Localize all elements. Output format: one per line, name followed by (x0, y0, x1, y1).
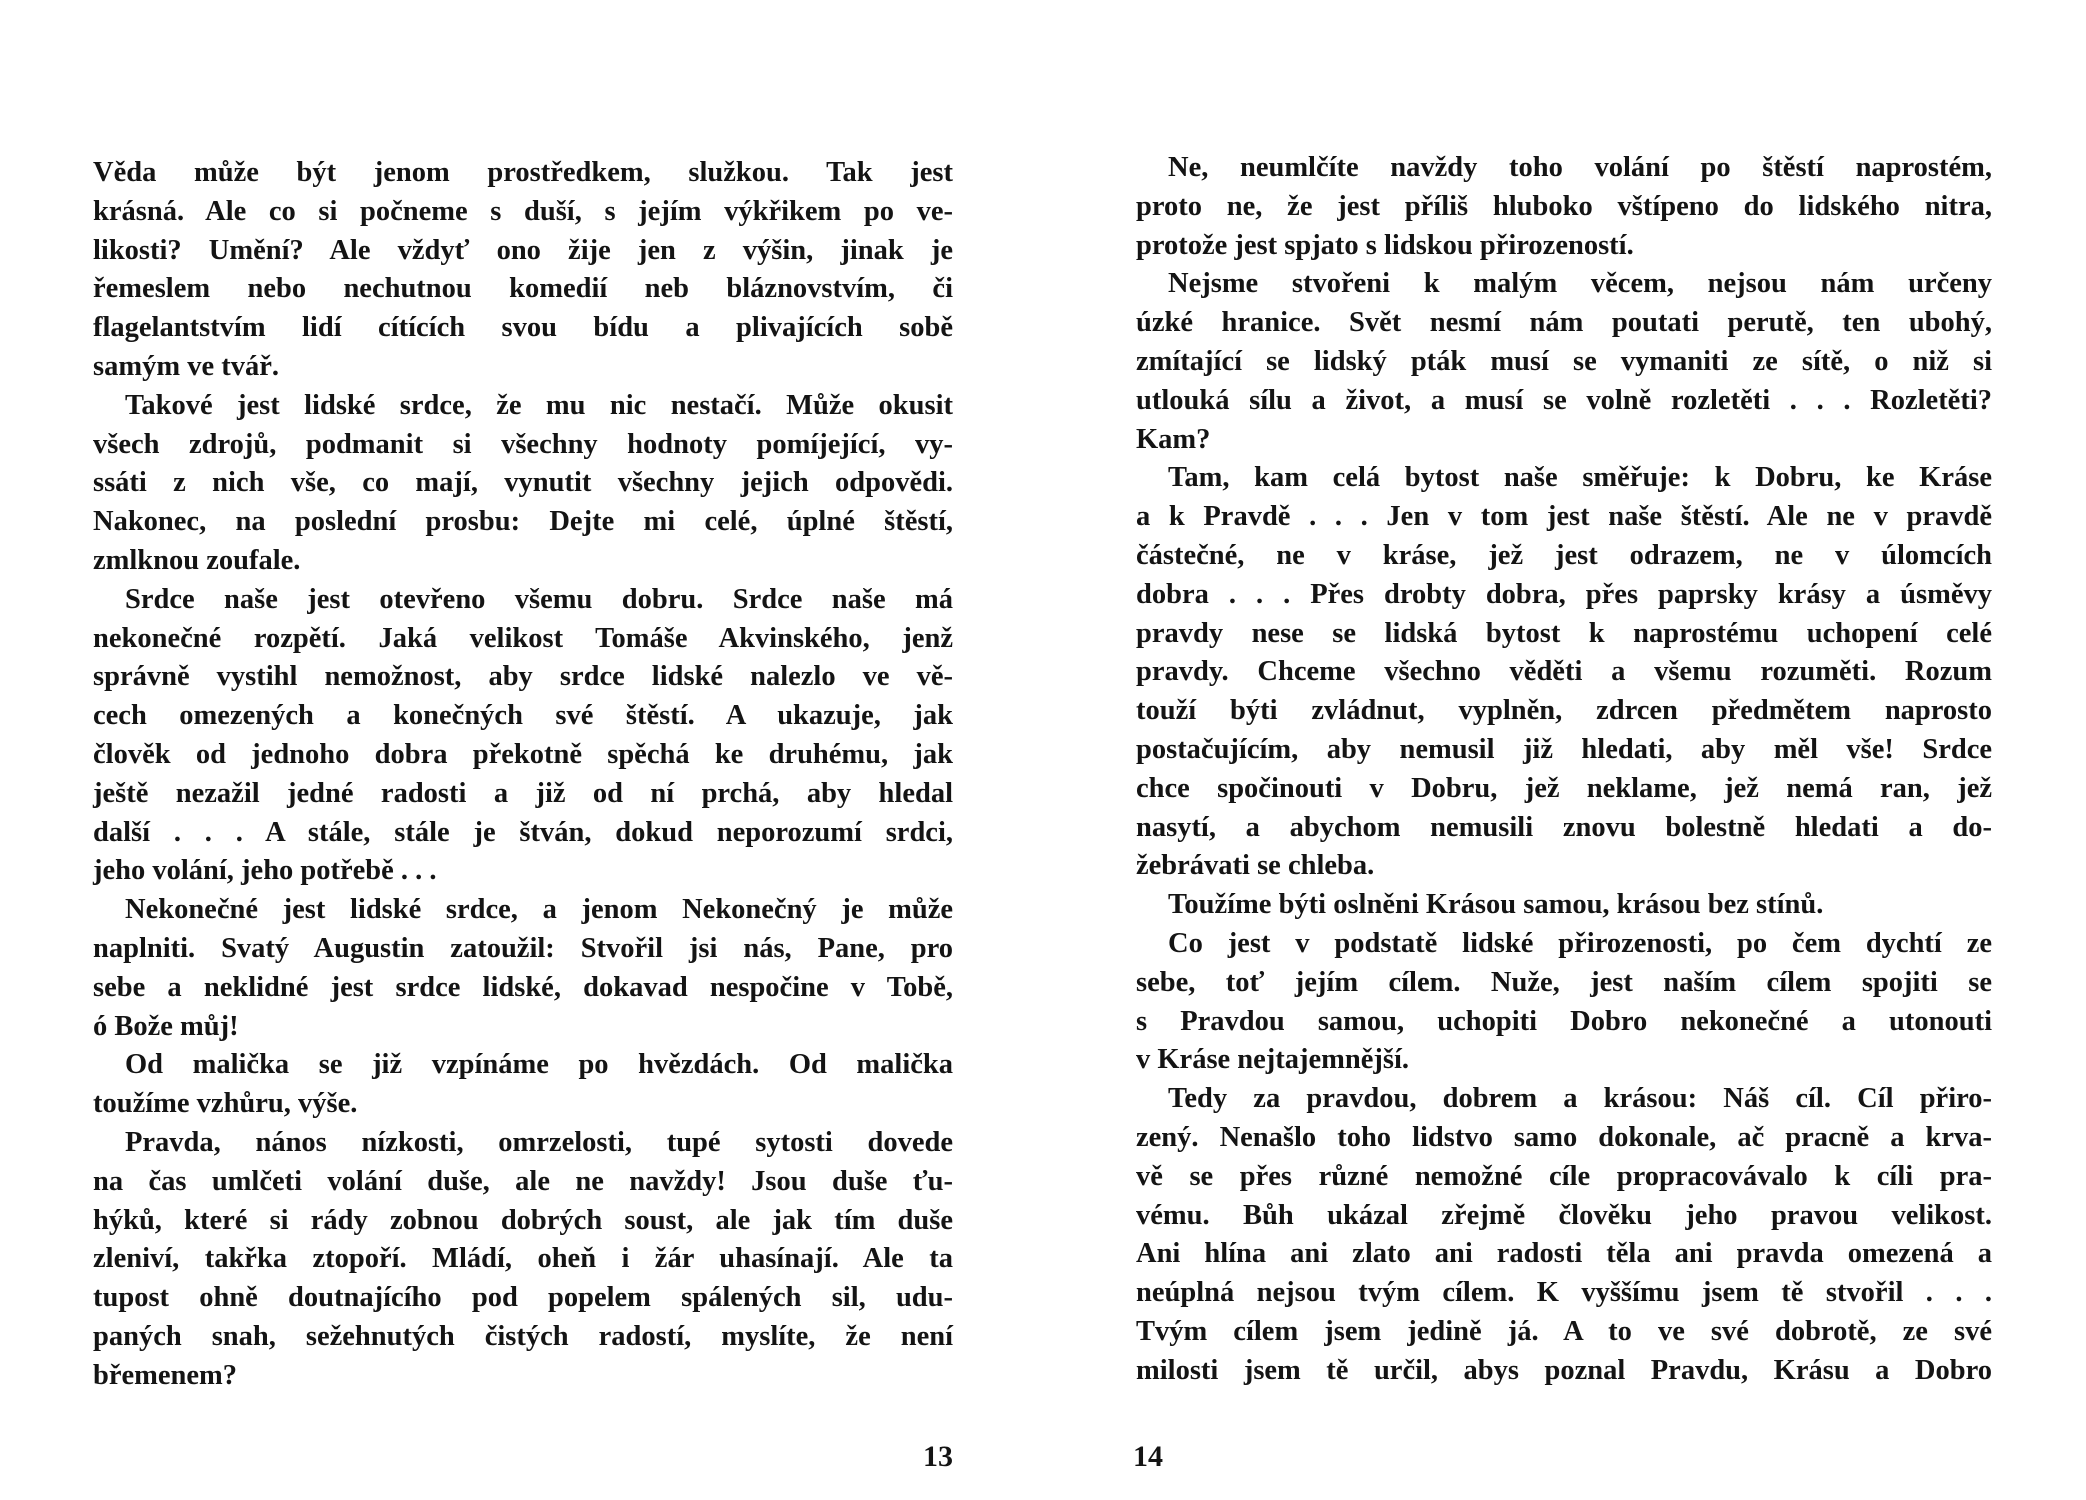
text-line: toužíme vzhůru, výše. (93, 1088, 358, 1120)
text-line: paných snah, sežehnutých čistých radostí, myslíte, že není (93, 1320, 953, 1352)
text-line: žebrávati se chleba. (1136, 850, 1375, 882)
paragraph (1136, 149, 1992, 265)
text-line: vě se přes různé nemožné cíle propracovávalo k cíli pra- (1136, 1160, 1992, 1192)
text-line: na čas umlčeti volání duše, ale ne navždy! Jsou duše ťu- (93, 1165, 953, 1197)
text-line: vému. Bůh ukázal zřejmě člověku jeho pravou velikost. (1136, 1199, 1992, 1231)
text-line: a k Pravdě . . . Jen v tom jest naše štěstí. Ale ne v pravdě (1136, 501, 1992, 533)
paragraph (93, 891, 953, 1046)
text-line: Co jest v podstatě lidské přirozenosti, po čem dychtí ze (1168, 927, 1992, 959)
text-line: zený. Nenašlo toho lidstvo samo dokonale, ač pracně a krva- (1136, 1121, 1992, 1153)
text-line: nasytí, a abychom nemusili znovu bolestně hledati a do- (1136, 811, 1992, 843)
right-page-text (1136, 149, 1992, 1391)
paragraph (93, 387, 953, 581)
page-number-right: 14 (1133, 1440, 1163, 1473)
text-line: utlouká sílu a život, a musí se volně rozletěti . . . Rozletěti? (1136, 384, 1992, 416)
paragraph (1136, 925, 1992, 1080)
page-number-left: 13 (923, 1440, 953, 1473)
text-line: postačujícím, aby nemusil již hledati, aby měl vše! Srdce (1136, 733, 1992, 765)
text-line: Nakonec, na poslední prosbu: Dejte mi celé, úplné štěstí, (93, 506, 953, 538)
text-line: Toužíme býti oslněni Krásou samou, krásou bez stínů. (1168, 889, 1824, 921)
text-line: zleniví, takřka ztopoří. Mládí, oheň i žár uhasínají. Ale ta (93, 1243, 953, 1275)
text-line: Nekonečné jest lidské srdce, a jenom Nekonečný je může (125, 894, 953, 926)
paragraph (1136, 1080, 1992, 1390)
paragraph (1136, 886, 1992, 925)
text-line: Ani hlína ani zlato ani radosti těla ani pravda omezená a (1136, 1238, 1992, 1270)
text-line: milosti jsem tě určil, abys poznal Pravdu, Krásu a Dobro (1136, 1354, 1992, 1386)
paragraph (93, 581, 953, 891)
text-line: Věda může být jenom prostředkem, služkou. Tak jest (93, 157, 953, 188)
text-line: touží býti zvládnut, vyplněn, zdrcen předmětem naprosto (1136, 695, 1992, 727)
text-line: všech zdrojů, podmanit si všechny hodnoty pomíjející, vy- (93, 428, 953, 460)
text-line: nekonečné rozpětí. Jaká velikost Tomáše Akvinského, jenž (93, 622, 953, 654)
text-line: sebe, toť jejím cílem. Nuže, jest naším cílem spojiti se (1136, 966, 1992, 998)
text-line: úzké hranice. Svět nesmí nám poutati perutě, ten ubohý, (1136, 307, 1992, 339)
text-line: Pravda, nános nízkosti, omrzelosti, tupé sytosti dovede (125, 1126, 953, 1158)
text-line: ssáti z nich vše, co mají, vynutit všechny jejich odpovědi. (93, 467, 953, 499)
text-line: naplniti. Svatý Augustin zatoužil: Stvořil jsi nás, Pane, pro (93, 932, 953, 964)
text-line: člověk od jednoho dobra překotně spěchá ke druhému, jak (93, 738, 953, 770)
text-line: s Pravdou samou, uchopiti Dobro nekonečné a utonouti (1136, 1005, 1992, 1037)
paragraph (93, 154, 953, 387)
text-line: flagelantstvím lidí cítících svou bídu a plivajících sobě (93, 312, 953, 344)
text-line: jeho volání, jeho potřebě . . . (93, 855, 437, 887)
text-line: samým ve tvář. (93, 350, 279, 382)
text-line: sebe a neklidné jest srdce lidské, dokavad nespočine v Tobě, (93, 971, 953, 1003)
text-line: cech omezených a konečných své štěstí. A ukazuje, jak (93, 700, 953, 732)
text-line: krásná. Ale co si počneme s duší, s jejím výkřikem po ve- (93, 195, 953, 227)
text-line: Tam, kam celá bytost naše směřuje: k Dobru, ke Kráse (1168, 462, 1992, 494)
text-line: likosti? Umění? Ale vždyť ono žije jen z výšin, jinak je (93, 234, 953, 266)
text-line: Ne, neumlčíte navždy toho volání po štěstí naprostém, (1168, 152, 1992, 183)
text-line: ještě nezažil jedné radosti a již od ní prchá, aby hledal (93, 777, 953, 809)
text-line: pravdy nese se lidská bytost k naprostému uchopení celé (1136, 617, 1992, 649)
text-line: zmlknou zoufale. (93, 544, 301, 576)
text-line: zmítající se lidský pták musí se vymaniti ze sítě, o niž si (1136, 345, 1992, 377)
text-line: řemeslem nebo nechutnou komedií neb bláznovstvím, či (93, 273, 953, 305)
text-line: další . . . A stále, stále je štván, dokud neporozumí srdci, (93, 816, 953, 848)
text-line: dobra . . . Přes drobty dobra, přes paprsky krásy a úsměvy (1136, 578, 1992, 610)
text-line: Od malička se již vzpínáme po hvězdách. Od malička (125, 1049, 953, 1081)
text-line: hýků, které si rády zobnou dobrých soust, ale jak tím duše (93, 1204, 953, 1236)
text-line: protože jest spjato s lidskou přirozeností. (1136, 229, 1634, 261)
text-line: Takové jest lidské srdce, že mu nic nestačí. Může okusit (125, 389, 953, 421)
paragraph (1136, 459, 1992, 886)
paragraph (93, 1046, 953, 1124)
text-line: Tvým cílem jsem jedině já. A to ve své dobrotě, ze své (1136, 1315, 1992, 1347)
text-line: pravdy. Chceme všechno věděti a všemu rozuměti. Rozum (1136, 656, 1992, 688)
text-line: Nejsme stvořeni k malým věcem, nejsou nám určeny (1168, 268, 1992, 300)
text-line: Srdce naše jest otevřeno všemu dobru. Srdce naše má (125, 583, 953, 615)
text-line: Kam? (1136, 423, 1211, 455)
text-line: proto ne, že jest příliš hluboko vštípeno do lidského nitra, (1136, 190, 1992, 222)
paragraph (93, 1124, 953, 1396)
text-line: správně vystihl nemožnost, aby srdce lidské nalezlo ve vě- (93, 661, 953, 693)
text-line: břemenem? (93, 1359, 238, 1391)
paragraph (1136, 265, 1992, 459)
left-page-text (93, 154, 953, 1396)
text-line: v Kráse nejtajemnější. (1136, 1044, 1410, 1076)
text-line: ó Bože můj! (93, 1010, 239, 1042)
text-line: částečné, ne v kráse, jež jest odrazem, ne v úlomcích (1136, 539, 1992, 571)
text-line: chce spočinouti v Dobru, jež neklame, jež nemá ran, jež (1136, 772, 1992, 804)
text-line: neúplná nejsou tvým cílem. K vyššímu jsem tě stvořil . . . (1136, 1277, 1992, 1309)
text-line: tupost ohně doutnajícího pod popelem spálených sil, udu- (93, 1282, 953, 1314)
text-line: Tedy za pravdou, dobrem a krásou: Náš cíl. Cíl přiro- (1168, 1083, 1992, 1115)
